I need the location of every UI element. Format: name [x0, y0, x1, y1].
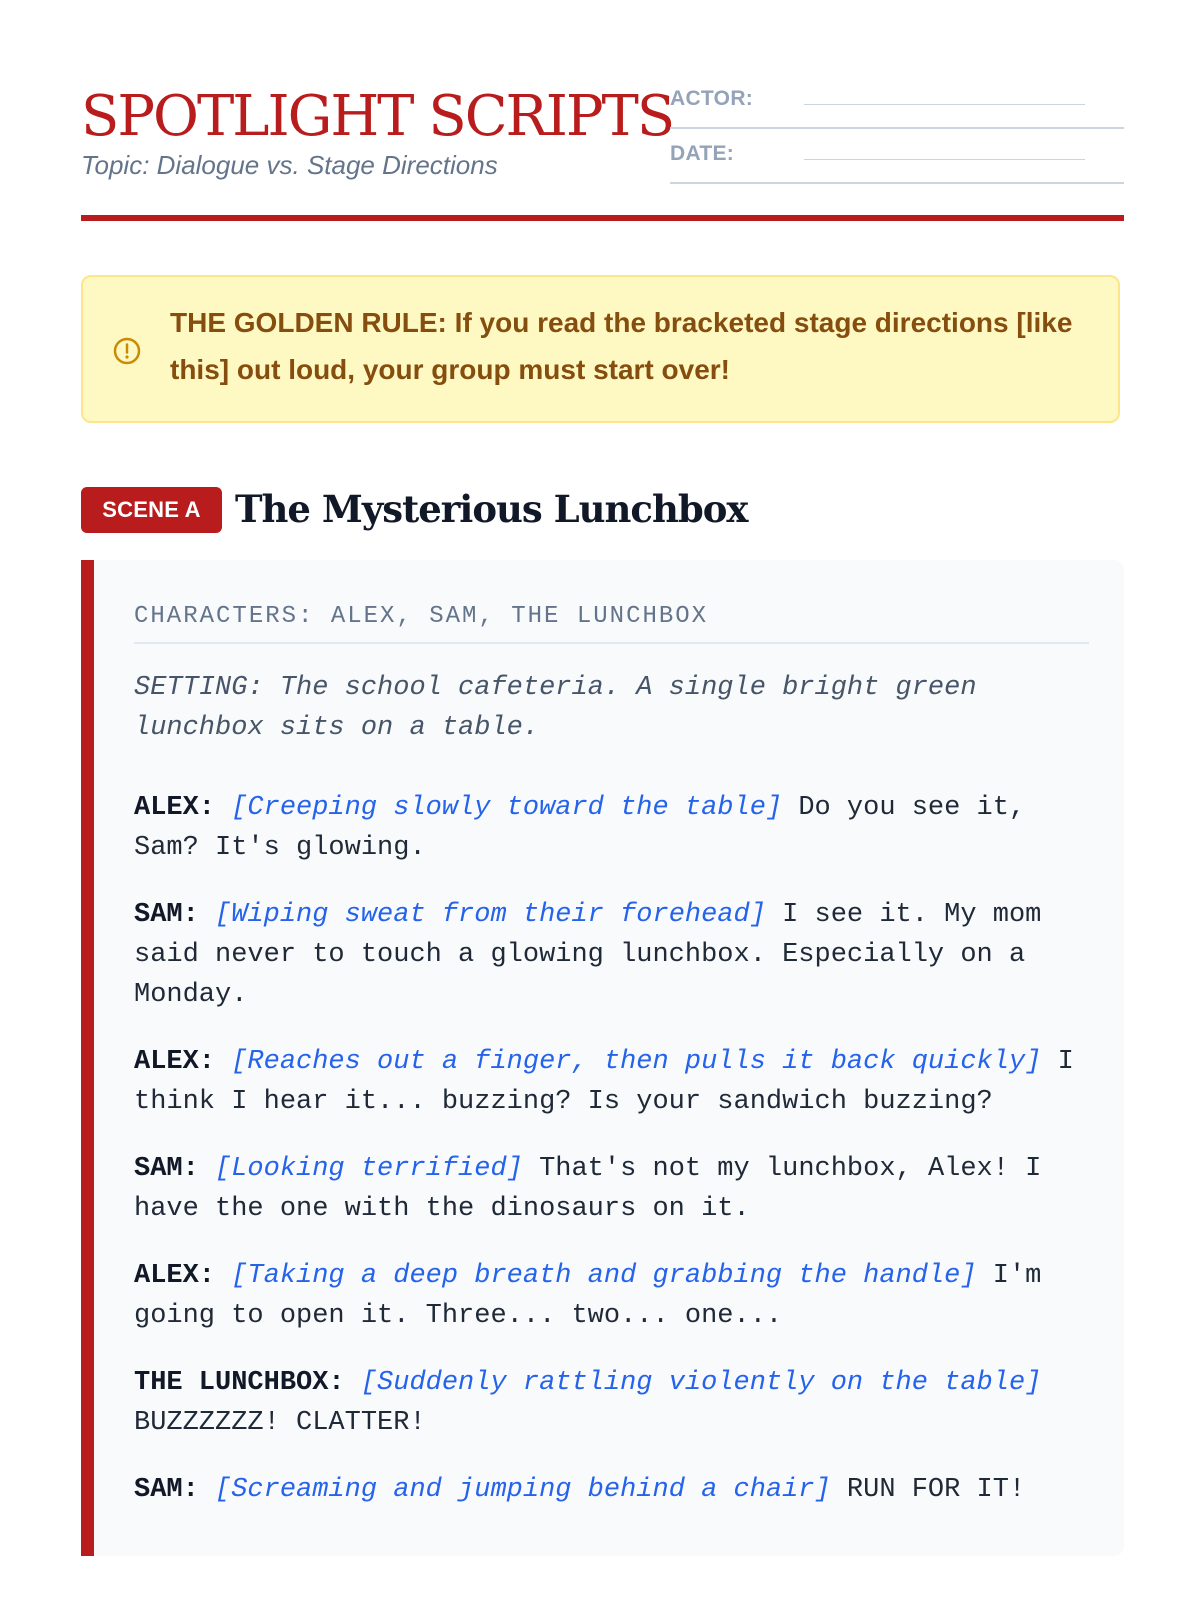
- date-blank-line: [804, 159, 1085, 160]
- scene-badge: SCENE A: [81, 487, 222, 533]
- dialogue-text: BUZZZZZZ! CLATTER!: [134, 1408, 426, 1438]
- script-line: [134, 1256, 1084, 1336]
- stage-direction: [Reaches out a finger, then pulls it back quickly]: [231, 1047, 1042, 1077]
- date-field[interactable]: [670, 142, 1124, 184]
- actor-label: ACTOR:: [670, 87, 754, 110]
- script-lines: [134, 788, 1084, 1537]
- stage-direction: [Suddenly rattling violently on the table]: [360, 1368, 1042, 1398]
- dialogue-text: That's not my lunchbox, Alex! I have the one with the dinosaurs on it.: [134, 1154, 1042, 1224]
- actor-blank-line: [804, 104, 1085, 105]
- script-line: [134, 1149, 1084, 1229]
- stage-direction: [Screaming and jumping behind a chair]: [215, 1475, 831, 1505]
- scene-header: [81, 484, 1124, 534]
- setting-description: SETTING: The school cafeteria. A single bright green lunchbox sits on a table.: [134, 673, 977, 743]
- speaker-name: SAM:: [134, 900, 199, 930]
- dialogue-text: I see it. My mom said never to touch a glowing lunchbox. Especially on a Monday.: [134, 900, 1042, 1010]
- golden-rule-callout: [81, 275, 1120, 423]
- header-divider: [81, 215, 1124, 221]
- speaker-name: ALEX:: [134, 1047, 216, 1077]
- script-box: [81, 560, 1124, 1556]
- dialogue-text: I think I hear it... buzzing? Is your sandwich buzzing?: [134, 1047, 1074, 1117]
- scene-title: The Mysterious Lunchbox: [235, 487, 748, 531]
- dialogue-text: I'm going to open it. Three... two... one...: [134, 1261, 1042, 1331]
- speaker-name: THE LUNCHBOX:: [134, 1368, 345, 1398]
- speaker-name: ALEX:: [134, 1261, 216, 1291]
- date-label: DATE:: [670, 142, 735, 165]
- dialogue-text: Do you see it, Sam? It's glowing.: [134, 793, 1026, 863]
- script-line: [134, 788, 1084, 868]
- brand-title: SPOTLIGHT SCRIPTS: [81, 84, 674, 149]
- script-line: [134, 1470, 1084, 1510]
- characters-list: CHARACTERS: ALEX, SAM, THE LUNCHBOX: [134, 602, 1089, 644]
- speaker-name: SAM:: [134, 1475, 199, 1505]
- speaker-name: SAM:: [134, 1154, 199, 1184]
- actor-field[interactable]: [670, 87, 1124, 129]
- speaker-name: ALEX:: [134, 793, 216, 823]
- stage-direction: [Creeping slowly toward the table]: [231, 793, 783, 823]
- script-line: [134, 1042, 1084, 1122]
- worksheet-header: [81, 0, 1124, 222]
- alert-circle-icon: [112, 336, 142, 366]
- stage-direction: [Wiping sweat from their forehead]: [215, 900, 766, 930]
- topic-subtitle: Topic: Dialogue vs. Stage Directions: [81, 150, 498, 180]
- script-line: [134, 895, 1084, 1015]
- dialogue-text: RUN FOR IT!: [846, 1475, 1026, 1505]
- stage-direction: [Taking a deep breath and grabbing the handle]: [231, 1261, 977, 1291]
- stage-direction: [Looking terrified]: [215, 1154, 523, 1184]
- script-line: [134, 1363, 1084, 1443]
- golden-rule-text: THE GOLDEN RULE: If you read the bracketed stage directions [like this] out loud, your group must start over!: [170, 307, 1073, 385]
